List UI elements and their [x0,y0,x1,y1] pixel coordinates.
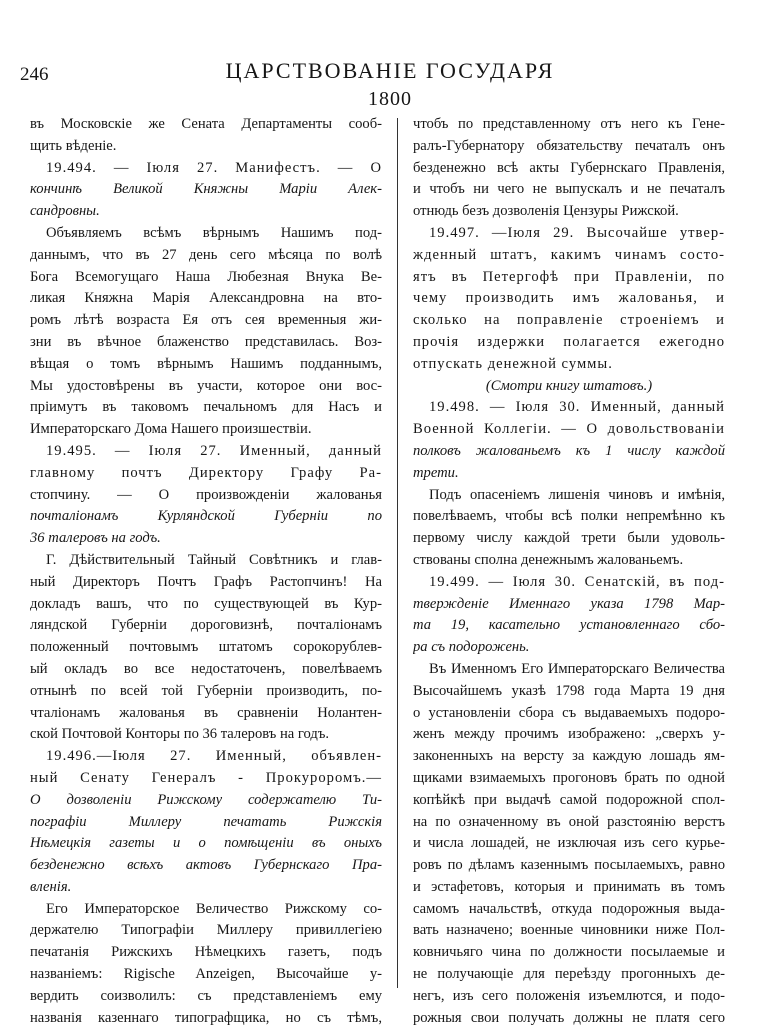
text-line: названія казеннаго типографщика, но съ тѣмъ, [30,1009,382,1026]
text-line: отнюдь безъ дозволенія Цензуры Рижской. [413,203,679,220]
text-line: жденный штатъ, какимъ чинамъ состо- [413,246,725,263]
text-line: 36 талеровъ на годъ. [30,530,161,547]
text-line: безденежно всѣхъ актовъ Губернскаго Пра- [30,857,382,874]
text-line: вердить соизволилъ: съ представленіемъ ему [30,987,382,1004]
text-line: пографіи Миллеру печатать Рижскія [30,813,382,830]
text-line: безденежно всѣ акты Губернскаго Правленія, [413,159,725,176]
text-line: ра съ подорожень. [413,639,530,656]
text-line: Императорскаго Дома Нашего произшествіи. [30,421,312,438]
text-line: 19.496.—Іюля 27. Именный, объявлен- [46,748,382,765]
text-line: 19.495. — Іюля 27. Именный, данный [46,442,382,459]
text-line: 19.498. — Іюля 30. Именный, данный [429,399,725,416]
text-line: ый окладъ во все недостаточенъ, повелѣваемъ [30,660,382,677]
text-line: Его Императорское Величество Рижскому со- [46,900,382,917]
text-line: сандровны. [30,203,100,220]
text-line: на по означенному въ оной разстоянію верстъ [413,813,725,830]
text-line: вленія. [30,878,72,895]
running-title: ЦАРСТВОВАНІЕ ГОСУДАРЯ [225,58,555,83]
text-line: негъ, изъ сего положенія изъемлются, и подо- [413,987,725,1004]
text-line: та 19, касательно установленнаго сбо- [413,617,725,634]
text-line: названіемъ: Rigische Anzeigen, Высочайше у- [30,966,382,983]
text-line: О дозволеніи Рижскому содержателю Ти- [30,791,382,808]
text-line: повелѣваемъ, чтобы всѣ полки непремѣнно къ [413,508,725,525]
column-divider [397,118,398,988]
text-line: и эстафетовъ, которыя и принимать въ томъ [413,878,725,895]
text-line: Объявляемъ всѣмъ вѣрнымъ Нашимъ под- [46,224,382,241]
text-line: въ Московскіе же Сената Департаменты сооб- [30,116,382,132]
text-line: положенный почтовымъ штатомъ сорокорублев- [30,639,382,656]
text-line: о установленіи сбора съ выдаваемыхъ подоро- [413,704,725,721]
text-line: ровъ по дѣламъ казеннымъ посылаемыхъ, равно [413,857,725,874]
text-line: 19.497. —Іюля 29. Высочайше утвер- [429,224,725,241]
text-line: (Смотри книгу штатовъ.) [485,377,653,394]
text-line: самомъ начальствѣ, откуда подорожныя выда- [413,900,725,917]
text-line: почталіонамъ Курляндской Губерніи по [30,508,382,525]
text-line: даннымъ, что въ 27 день сего мѣсяца по волѣ [30,246,382,263]
text-line: и числа лошадей, не изключая изъ сего курье- [413,835,725,852]
text-line: и чтобъ ни чего не выпускалъ и не печаталъ [413,181,725,198]
text-line: Высочайшемъ указѣ 1798 года Марта 19 дня [413,682,725,699]
text-line: щить вѣденіе. [30,137,117,154]
text-line: 19.494. — Іюля 27. Манифестъ. — О [46,159,382,176]
text-line: законенныхъ на версту за каждую лошадь ям- [413,748,725,765]
text-line: ляндской Губерніи дороговизнѣ, почталіонамъ [30,617,382,634]
text-line: 19.499. — Іюля 30. Сенатскій, въ под- [429,573,725,590]
right-column [413,114,725,1029]
text-line: Въ Именномъ Его Императорскаго Величества [429,660,725,677]
text-line: зни въ вѣчное блаженство представилась. Воз- [30,333,382,350]
text-line: полковъ жалованьемъ къ 1 числу каждой [413,442,725,459]
text-line: чталіонамъ жалованья въ сравненіи Нолантен- [30,704,382,721]
text-line: ской Почтовой Конторы по 36 талеровъ на годъ. [30,726,330,743]
text-line: Г. Дѣйствительный Тайный Совѣтникъ и глав- [46,551,382,568]
text-line: докладъ вашъ, что по существующей въ Кур- [30,595,382,612]
text-line: не получающіе для переѣзду прогонныхъ де- [413,966,725,983]
text-line: копѣйкѣ при выдачѣ самой подорожной спол- [413,791,725,808]
text-line: ятъ въ Петергофѣ при Правленіи, по [413,268,725,285]
text-line: ковничьяго чина по должности посылаемые и [413,944,725,961]
text-line: Бога Всемогущаго Нашa Любезная Внука Ве- [30,268,382,285]
text-line: сколько на поправленіе строеніемъ и [413,312,725,329]
text-line: чтобъ по представленному отъ него къ Гене- [413,116,725,132]
year-heading: 1800 [368,88,412,110]
text-line: Военной Коллегіи. — О довольствованіи [413,421,725,438]
text-line: ствованы сполна денежнымъ жалованьемъ. [413,551,684,568]
text-line: ликая Княжна Марія Александровна на вто- [30,290,382,307]
text-line: главному почтъ Директору Графу Ра- [30,464,382,481]
text-line: ный Директоръ Почтъ Графъ Растопчинъ! На [30,573,382,590]
text-line: Подъ опасеніемъ лишенія чиновъ и имѣнія, [429,486,725,503]
text-line: ралъ-Губернатору обязательству печаталъ онъ [413,137,725,154]
text-line: пріимутъ въ таковомъ печальномъ для Насъ и [30,399,382,416]
text-line: женъ между прочимъ изображено: „сверхъ у- [413,726,725,743]
text-line: Мы удостовѣрены въ участи, которое они вос- [30,377,382,394]
text-line: чему производить имъ жалованья, и [413,290,725,307]
left-column [30,114,382,1029]
text-line: щиками взимаемыхъ прогоновъ брать по одной [413,769,725,786]
text-line: прочія издержки полагается ежегодно [413,333,725,350]
text-line: ромъ лѣтѣ возраста Ея отъ сея временныя жи- [30,312,382,329]
text-line: вѣщая о томъ вѣрнымъ Нашимъ подданнымъ, [30,355,382,372]
text-line: вать назначено; военные чиновники ниже Пол- [413,922,725,939]
text-line: кончинѣ Великой Княжны Маріи Алек- [30,181,382,198]
text-line: стопчину. — О произвожденіи жалованья [30,486,382,503]
text-line: рожныя свои получать должны не платя сего [413,1009,725,1026]
page-number: 246 [20,64,49,85]
text-line: держателю Типографіи Миллеру привиллегіею [30,922,382,939]
text-line: Нѣмецкія газеты и о помѣщеніи въ оныхъ [30,835,382,852]
text-line: первому числу каждой трети были удоволь- [413,530,725,547]
text-line: печатанія Рижскихъ Нѣмецкихъ газетъ, подъ [30,944,382,961]
text-line: отпускать денежной суммы. [413,355,613,372]
text-line: трети. [413,464,459,481]
text-line: ный Сенату Генералъ - Прокуроромъ.— [30,769,382,786]
text-line: отнынѣ по всей той Губерніи производить, по- [30,682,382,699]
text-line: твержденіе Именнаго указа 1798 Мар- [413,595,725,612]
